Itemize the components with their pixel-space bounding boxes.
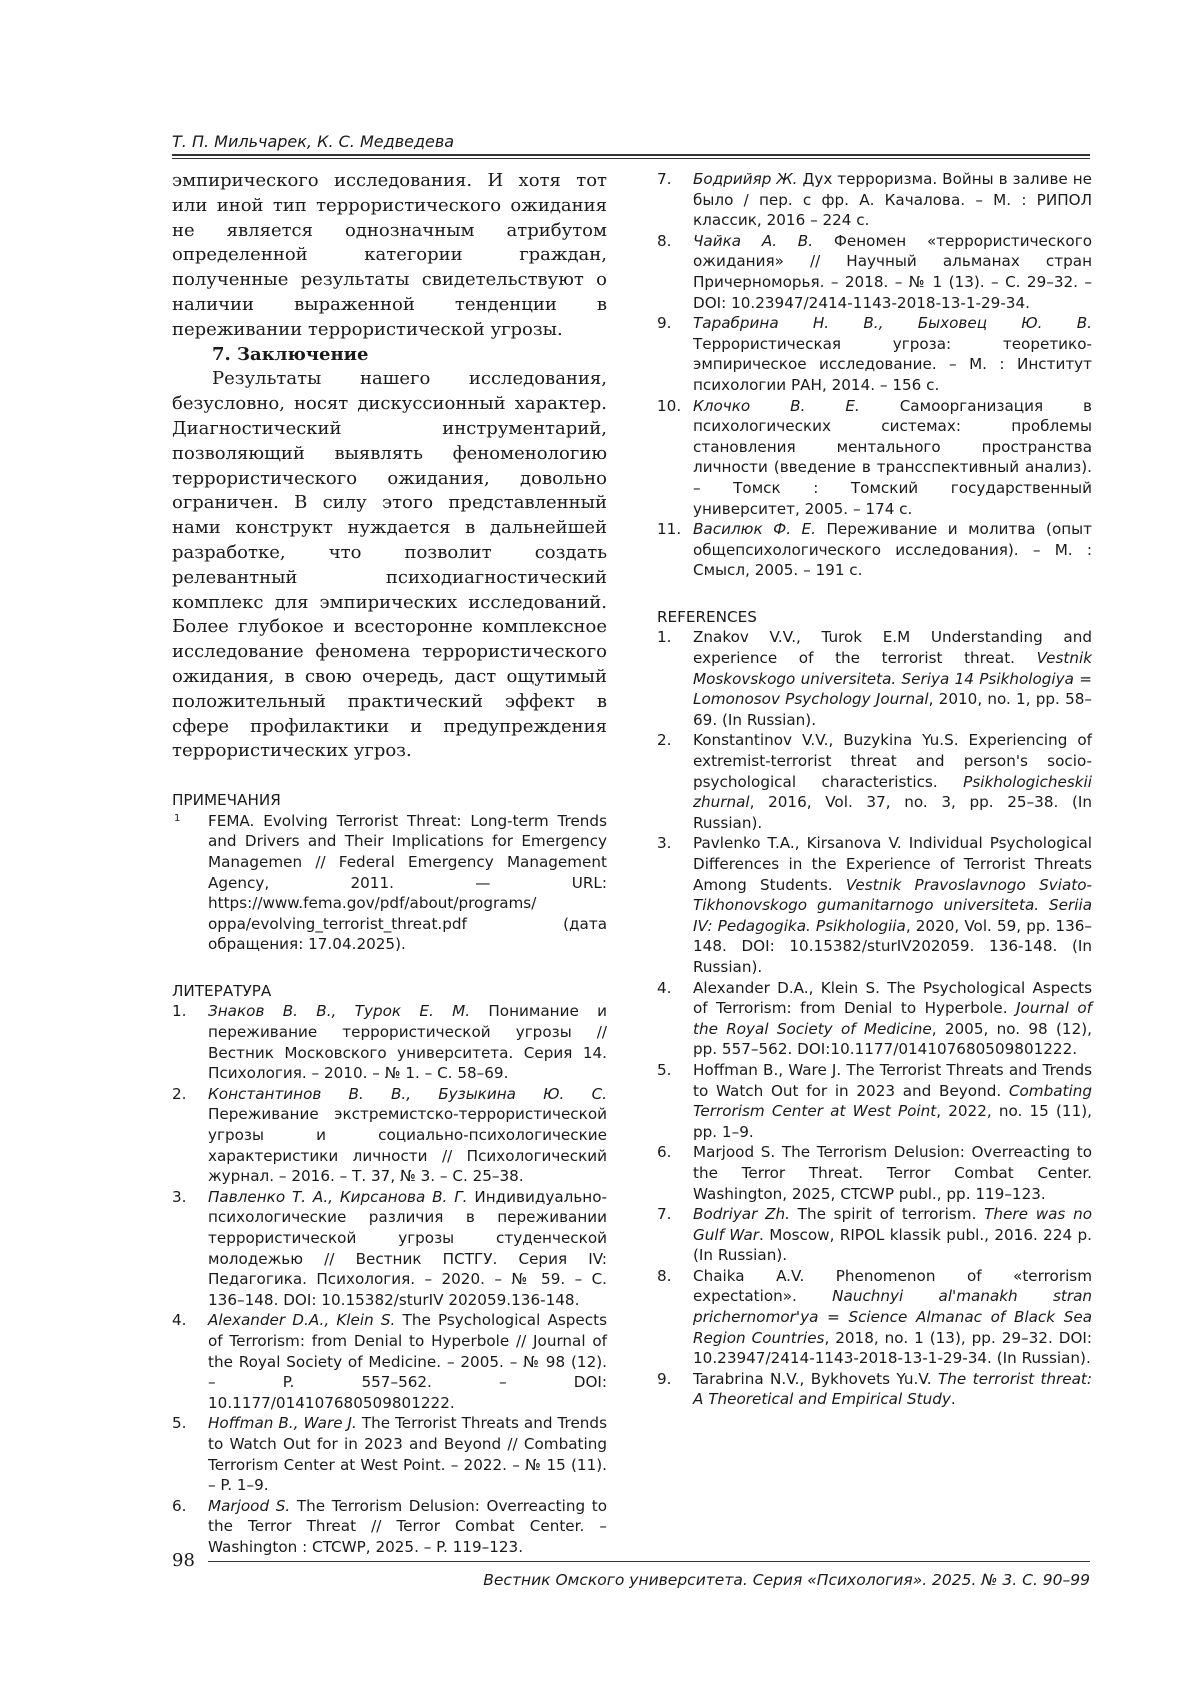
item-authors: Бодрийяр Ж. bbox=[693, 170, 798, 188]
reference-source: Journal of the Royal Society of Medicine bbox=[693, 999, 1092, 1038]
reference-source: Vestnik Pravoslavnogo Sviato-Tikhonovskogo gumanitarnogo universiteta. Seriia IV: Pedagogika. Psikhologiia bbox=[693, 875, 1092, 935]
reference-source: Bodriyar Zh. bbox=[693, 1205, 790, 1224]
reference-source: Psikhologicheskii zhurnal bbox=[693, 772, 1092, 812]
reference-item bbox=[657, 730, 1092, 833]
item-authors: Alexander D.A., Klein S. bbox=[208, 1311, 396, 1330]
reference-item bbox=[657, 1060, 1092, 1142]
item-authors: Василюк Ф. Е. bbox=[693, 520, 816, 539]
item-authors: Marjood S. bbox=[208, 1496, 291, 1515]
reference-text: The spirit of terrorism. bbox=[789, 1205, 985, 1224]
item-number: 6. bbox=[172, 1496, 187, 1515]
body-text bbox=[172, 169, 607, 764]
left-column bbox=[172, 169, 607, 1558]
literature-item bbox=[172, 1310, 607, 1413]
reference-source: Combating Terrorism Center at West Point bbox=[693, 1081, 1092, 1121]
notes-heading: ПРИМЕЧАНИЯ bbox=[172, 791, 281, 810]
reference-text: Marjood S. The Terrorism Delusion: Overreacting to the Terror Threat. Terror Combat Center. Washington, 2025, CTCWP publ., pp. 119–123. bbox=[693, 1143, 1092, 1203]
item-number: 6. bbox=[657, 1143, 672, 1162]
item-text: Феномен «террористического ожидания» // Научный альманах стран Причерноморья. – 2018. – № 1 (13). – С. 29–32. – DOI: 10.23947/2414-1143-2018-13-1-29-34. bbox=[693, 231, 1092, 312]
reference-source: The terrorist threat: A Theoretical and Empirical Study bbox=[693, 1369, 1092, 1409]
footnote-text: FEMA. Evolving Terrorist Threat: Long-term Trends and Drivers and Their Implications for Emergency Managemen // Federal Emergency Management Agency, 2011. — URL: https://www.fema.gov/pdf/about/programs/ oppa/evolving_terrorist_threat.pdf (дата обращения: 17.04.2025). bbox=[208, 811, 607, 954]
reference-source: Nauchnyi al'manakh stran prichernomor'ya = Science Almanac of Black Sea Region Countries bbox=[693, 1287, 1092, 1347]
item-authors: Павленко Т. А., Кирсанова В. Г. bbox=[208, 1187, 468, 1206]
references-list bbox=[657, 627, 1092, 1410]
footer-divider bbox=[208, 1561, 1090, 1562]
literature-item bbox=[172, 1413, 607, 1495]
reference-text: Alexander D.A., Klein S. The Psychological Aspects of Terrorism: from Denial to Hyperbole. bbox=[693, 978, 1092, 1018]
header-divider bbox=[172, 154, 1090, 156]
item-text: The Terrorist Threats and Trends to Watch Out for in 2023 and Beyond // Combating Terrorism Center at West Point. – 2022. – № 15 (11). – P. 1–9. bbox=[208, 1414, 607, 1495]
reference-item bbox=[657, 833, 1092, 977]
reference-source: Vestnik Moskovskogo universiteta. Seriya 14 Psikhologiya = Lomonosov Psychology Journal bbox=[693, 649, 1092, 709]
reference-text: Tarabrina N.V., Bykhovets Yu.V. bbox=[693, 1369, 939, 1388]
item-authors: Hoffman B., Ware J. bbox=[208, 1414, 357, 1433]
reference-text: Chaika A.V. Phenomenon of «terrorism expectation». bbox=[693, 1266, 1092, 1306]
item-authors: Знаков В. В., Турок Е. М. bbox=[208, 1002, 471, 1021]
literature-list bbox=[172, 1001, 607, 1557]
item-text: Дух терроризма. Войны в заливе не было / пер. с фр. А. Качалова. – М. : РИПОЛ классик, 2016 – 224 с. bbox=[693, 170, 1092, 230]
page-number: 98 bbox=[172, 1550, 195, 1571]
item-text: Понимание и переживание террористической угрозы // Вестник Московского университета. Серия 14. Психология. – 2010. – № 1. – С. 58–69. bbox=[208, 1002, 607, 1083]
footnote-marker: 1 bbox=[174, 812, 181, 824]
literature-item bbox=[657, 519, 1092, 581]
item-text: Террористическая угроза: теоретико-эмпирическое исследование. – М. : Институт психологии РАН, 2014. – 156 с. bbox=[693, 334, 1092, 394]
paragraph: Результаты нашего исследования, безусловно, носят дискуссионный характер. Диагностический инструментарий, позволяющий выявлять феноменологию террористического ожидания, довольно ограничен. В силу этого представленный нами конструкт нуждается в дальнейшей разработке, что позволит создать релевантный психодиагностический комплекс для эмпирических исследований. Более глубокое и всесторонне комплексное исследование феномена террористического ожидания, в свою очередь, даст ощутимый положительный практический эффект в сфере профилактики и предупреждения террористических угроз. bbox=[172, 368, 607, 762]
reference-item bbox=[657, 1142, 1092, 1204]
item-authors: Тарабрина Н. В., Быховец Ю. В. bbox=[693, 314, 1092, 333]
item-number: 5. bbox=[657, 1060, 672, 1079]
literature-item bbox=[172, 1001, 607, 1083]
literature-heading: ЛИТЕРАТУРА bbox=[172, 981, 272, 1000]
running-header-authors: Т. П. Мильчарек, К. С. Медведева bbox=[172, 132, 455, 151]
section-heading-conclusion: 7. Заключение bbox=[212, 343, 369, 365]
literature-list-continued bbox=[657, 169, 1092, 581]
item-number: 3. bbox=[657, 834, 672, 853]
journal-footer: Вестник Омского университета. Серия «Психология». 2025. № 3. С. 90–99 bbox=[483, 1571, 1090, 1589]
reference-item bbox=[657, 1204, 1092, 1266]
references-heading: REFERENCES bbox=[657, 607, 757, 626]
item-text: The Terrorism Delusion: Overreacting to the Terror Threat // Terror Combat Center. – Washington : CTCWP, 2025. – P. 119–123. bbox=[208, 1496, 607, 1556]
reference-text: , 2016, Vol. 37, no. 3, pp. 25–38. (In Russian). bbox=[693, 793, 1092, 832]
reference-text: . bbox=[950, 1390, 956, 1409]
reference-item bbox=[657, 627, 1092, 730]
item-text: Переживание и молитва (опыт общепсихологического исследования). – М. : Смысл, 2005. – 191 с. bbox=[693, 520, 1092, 580]
item-number: 5. bbox=[172, 1414, 187, 1433]
reference-text: Hoffman B., Ware J. The Terrorist Threats and Trends to Watch Out for in 2023 and Beyond. bbox=[693, 1060, 1092, 1100]
reference-item bbox=[657, 978, 1092, 1060]
item-authors: Клочко В. Е. bbox=[693, 396, 860, 415]
literature-item bbox=[657, 313, 1092, 395]
reference-text: , 2018, no. 1 (13), pp. 29–32. DOI: 10.23947/2414-1143-2018-13-1-29-34. (In Russian). bbox=[693, 1328, 1092, 1368]
item-number: 2. bbox=[172, 1084, 187, 1103]
literature-item bbox=[657, 231, 1092, 313]
item-number: 8. bbox=[657, 231, 672, 250]
item-number: 1. bbox=[172, 1002, 187, 1021]
item-number: 4. bbox=[657, 978, 672, 997]
item-authors: Константинов В. В., Бузыкина Ю. С. bbox=[208, 1084, 607, 1103]
reference-text: Znakov V.V., Turok E.M Understanding and experience of the terrorist threat. bbox=[693, 628, 1092, 668]
literature-item bbox=[172, 1187, 607, 1311]
item-number: 9. bbox=[657, 314, 672, 333]
reference-text: Konstantinov V.V., Buzykina Yu.S. Experiencing of extremist-terrorist threat and person's socio-psychological characteristics. bbox=[693, 731, 1092, 791]
item-text: Индивидуально-психологические различия в переживании террористической угрозы студенческой молодежью // Вестник ПСТГУ. Серия IV: Педагогика. Психология. – 2020. – № 59. – С. 136–148. DOI: 10.15382/sturIV 202059.136-148. bbox=[208, 1187, 607, 1309]
item-number: 11. bbox=[657, 520, 682, 539]
item-number: 7. bbox=[657, 1205, 672, 1224]
footnote bbox=[172, 811, 607, 955]
item-number: 3. bbox=[172, 1187, 187, 1206]
item-number: 9. bbox=[657, 1369, 672, 1388]
item-number: 8. bbox=[657, 1266, 672, 1285]
item-number: 1. bbox=[657, 628, 672, 647]
reference-text: , 2010, no. 1, pp. 58–69. (In Russian). bbox=[693, 690, 1092, 729]
reference-item bbox=[657, 1266, 1092, 1369]
item-text: Самоорганизация в психологических системах: проблемы становления ментального пространства личности (введение в трансспективный анализ). – Томск : Томский государственный университет, 2005. – 174 с. bbox=[693, 396, 1092, 518]
literature-item bbox=[657, 169, 1092, 231]
reference-source: There was no Gulf War bbox=[693, 1205, 1092, 1244]
literature-item bbox=[657, 396, 1092, 520]
reference-text: , 2020, Vol. 59, pp. 136–148. DOI: 10.15382/sturIV202059. 136-148. (In Russian). bbox=[693, 916, 1092, 976]
item-number: 2. bbox=[657, 731, 672, 750]
literature-item bbox=[172, 1496, 607, 1558]
reference-text: , 2022, no. 15 (11), pp. 1–9. bbox=[693, 1102, 1092, 1141]
item-number: 10. bbox=[657, 396, 682, 415]
paragraph: эмпирического исследования. И хотя тот или иной тип террористического ожидания не является однозначным атрибутом определенной категории граждан, полученные результаты свидетельствуют о наличии выраженной тенденции в переживании террористической угрозы. bbox=[172, 170, 607, 340]
reference-text: , 2005, no. 98 (12), pp. 557–562. DOI:10.1177/014107680509801222. bbox=[693, 1019, 1092, 1059]
item-number: 7. bbox=[657, 170, 672, 188]
literature-item bbox=[172, 1084, 607, 1187]
reference-text: . Moscow, RIPOL klassik publ., 2016. 224 p. (In Russian). bbox=[693, 1225, 1092, 1265]
item-text: Переживание экстремистско-террористической угрозы и социально-психологические характеристики личности // Психологический журнал. – 2016. – Т. 37, № 3. – С. 25–38. bbox=[208, 1105, 607, 1186]
item-authors: Чайка А. В. bbox=[693, 231, 814, 250]
right-column bbox=[657, 169, 1092, 1410]
header-divider-thin bbox=[172, 158, 1090, 159]
item-number: 4. bbox=[172, 1311, 187, 1330]
item-text: The Psychological Aspects of Terrorism: from Denial to Hyperbole // Journal of the Royal Society of Medicine. – 2005. – № 98 (12). – P. 557–562. – DOI: 10.1177/014107680509801222. bbox=[208, 1311, 607, 1412]
reference-text: Pavlenko T.A., Kirsanova V. Individual Psychological Differences in the Experience of Terrorist Threats Among Students. bbox=[693, 834, 1092, 894]
reference-item bbox=[657, 1369, 1092, 1410]
